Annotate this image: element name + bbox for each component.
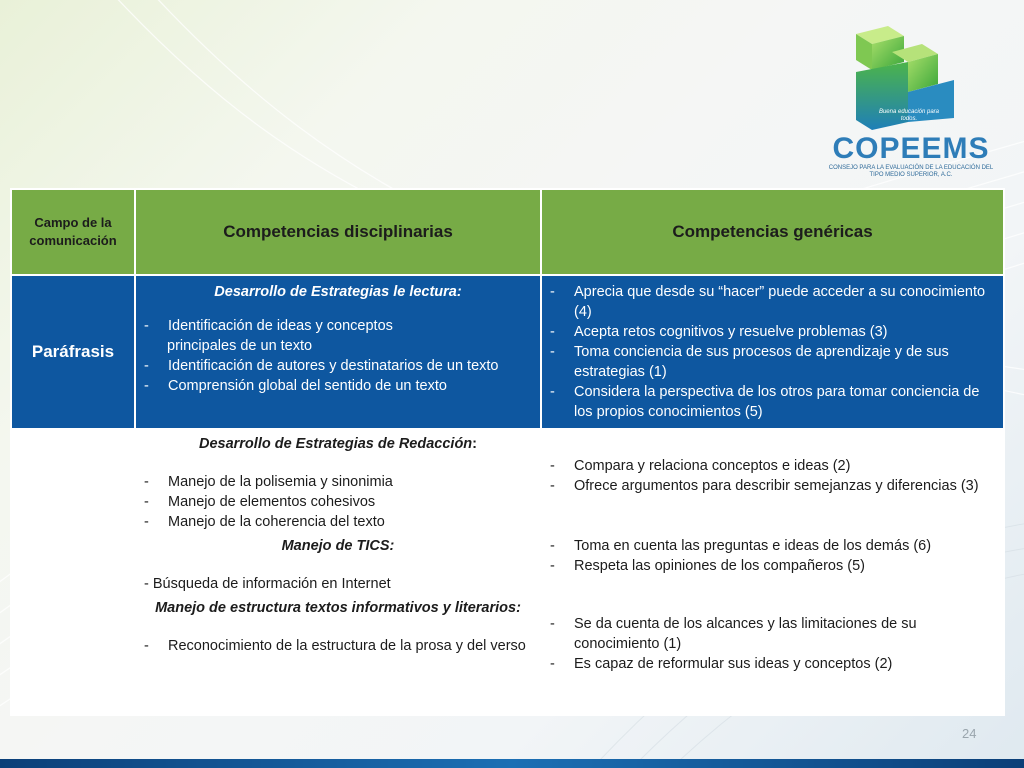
- table-row-parafrasis: [11, 275, 1004, 429]
- list-item: - Toma conciencia de sus procesos de aprendizaje y de sus estrategias (1): [550, 344, 949, 380]
- gen-cell-row1: [541, 275, 1004, 429]
- list-item: - Respeta las opiniones de los compañeros (5): [550, 558, 865, 574]
- list-item: - Búsqueda de información en Internet: [144, 576, 391, 592]
- section-title-lectura: Desarrollo de Estrategias le lectura:: [214, 284, 462, 300]
- field-label-empty: [11, 429, 135, 715]
- table-row-redaccion: [11, 429, 1004, 715]
- list-item: - Aprecia que desde su “hacer” puede acceder a su conocimiento (4): [550, 284, 986, 320]
- section-title-estructura: Manejo de estructura textos informativos y literarios:: [155, 600, 521, 616]
- list-item: - Manejo de la coherencia del texto: [144, 514, 385, 530]
- header-competencias-disciplinarias: Competencias disciplinarias: [135, 189, 541, 275]
- list-item: - Reconocimiento de la estructura de la prosa y del verso: [144, 638, 526, 654]
- gen-cell-row2: [541, 429, 1004, 715]
- section-title-redaccion: Desarrollo de Estrategias de Redacción:: [198, 436, 478, 452]
- disc-cell-lectura: [135, 275, 541, 429]
- disc-cell-redaccion: [135, 429, 541, 715]
- page-number: 24: [962, 726, 977, 741]
- list-item: - Comprensión global del sentido de un texto: [144, 378, 447, 394]
- bottom-accent-bar: [0, 759, 1024, 768]
- field-label-parafrasis: Paráfrasis: [11, 275, 135, 429]
- copeems-logo: [826, 22, 996, 182]
- list-item: - Toma en cuenta las preguntas e ideas de los demás (6): [550, 538, 932, 554]
- list-item-continuation: principales de un texto: [167, 338, 313, 354]
- table-header-row: [11, 189, 1004, 275]
- competencias-table: [10, 188, 1005, 716]
- list-item: - Identificación de ideas y conceptos: [144, 318, 393, 334]
- list-item: - Compara y relaciona conceptos e ideas (2): [550, 458, 851, 474]
- logo-title: COPEEMS: [832, 132, 990, 165]
- logo-subtitle: CONSEJO PARA LA EVALUACIÓN DE LA EDUCACIÓN DEL TIPO MEDIO SUPERIOR, A.C.: [828, 165, 994, 178]
- list-item: - Identificación de autores y destinatarios de un texto: [144, 358, 499, 374]
- list-item: - Considera la perspectiva de los otros para tomar conciencia de los propios conocimientos (5): [550, 384, 980, 420]
- list-item: - Es capaz de reformular sus ideas y conceptos (2): [550, 656, 893, 672]
- list-item: - Ofrece argumentos para describir semejanzas y diferencias (3): [550, 478, 979, 494]
- list-item: - Acepta retos cognitivos y resuelve problemas (3): [550, 324, 888, 340]
- header-competencias-genericas: Competencias genéricas: [541, 189, 1004, 275]
- list-item: - Manejo de la polisemia y sinonimia: [144, 474, 393, 490]
- header-campo: Campo de la comunicación: [11, 189, 135, 275]
- logo-tagline: Buena educación para todos.: [878, 109, 940, 122]
- list-item: - Se da cuenta de los alcances y las limitaciones de su conocimiento (1): [550, 616, 917, 652]
- list-item: - Manejo de elementos cohesivos: [144, 494, 376, 510]
- section-title-tics: Manejo de TICS:: [281, 538, 395, 554]
